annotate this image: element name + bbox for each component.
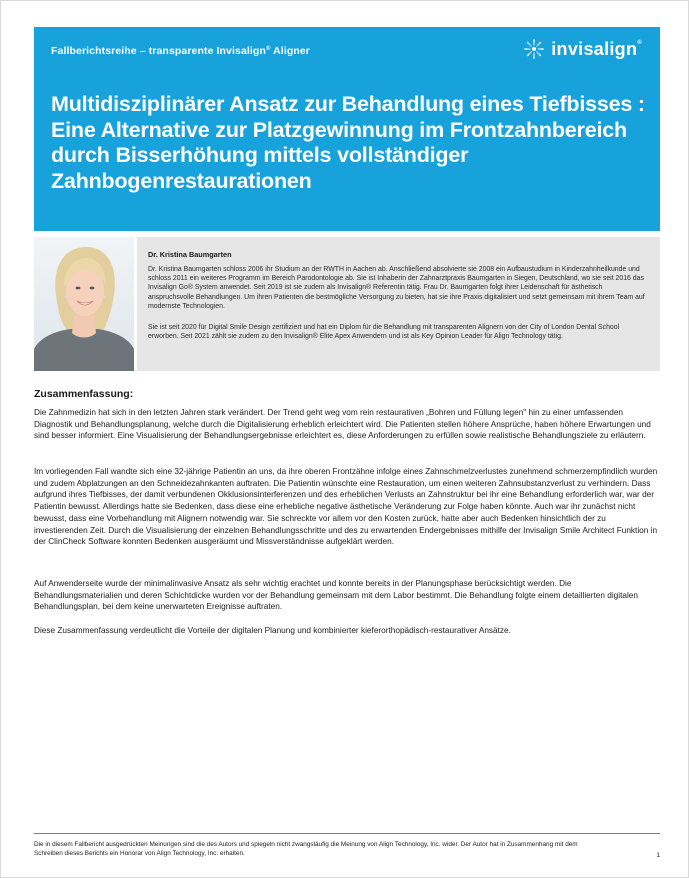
footer-divider xyxy=(34,833,660,834)
summary-paragraph: Diese Zusammenfassung verdeutlicht die Vorteile der digitalen Planung und kombinierter kieferorthopädisch-restaurativer Ansätze. xyxy=(34,626,511,635)
brand-logo xyxy=(523,38,642,60)
summary-paragraph: Im vorliegenden Fall wandte sich eine 32-jährige Patientin an uns, da ihre oberen Frontzähne infolge eines Zahnschmelzverlustes zunehmend schmerzempfindlich wurden und zudem Abplatzungen an den Schneidezahnkanten auftraten. Die Patientin wünschte eine Restauration, um einen weiteren Zahnsubstanzverlust zu verhindern. Dass aufgrund ihres Tiefbisses, der damit verbundenen Okklusionsinterferenzen und des erheblichen Verlusts an Zahnstruktur bei ihr eine Behandlung erforderlich war, war der Patientin bewusst. Allerdings hatte sie Bedenken, dass diese eine erhebliche negative ästhetische Veränderung zur Folge haben könnte. Auch war ihr zunächst nicht bewusst, dass eine Vorbehandlung mit Alignern notwendig war. Sie schreckte vor allem vor den Kosten zurück, hatte aber auch Bedenken hinsichtlich der zu investierenden Zeit. Durch die Visualisierung der einzelnen Behandlungsschritte und des zu erwartenden Endergebnisses mithilfe der Invisalign Smile Architect Funktion in der ClinCheck Software konnten Bedenken ausgeräumt und Missverständnisse aufgeklärt werden. xyxy=(34,467,658,547)
series-label: Fallberichtsreihe – transparente Invisalign® Aligner xyxy=(51,45,310,57)
summary-paragraph: Die Zahnmedizin hat sich in den letzten Jahren stark verändert. Der Trend geht weg vom rein restaurativen „Bohren und Füllung legen" hin zu einer umfassenden Diagnostik und Behandlungsplanung, welche durch die Digitalisierung erheblich erleichtert wird. Die Patienten stellen höhere Ansprüche, haben höhere Erwartungen und sind besser informiert. Eine Visualisierung der Behandlungsergebnisse erleichtert es, diese Anforderungen zu erfüllen sowie realistische Behandlungsziele zu erläutern. xyxy=(34,408,651,441)
author-bio-paragraph: Sie ist seit 2020 für Digital Smile Design zertifiziert und hat ein Diplom für die Behandlung mit transparenten Alignern von der City of London Dental School erworben. Seit 2021 zählt sie zudem zu den Invisalign® Elite Apex Anwendern und ist als Key Opinion Leader für Align Technology tätig. xyxy=(148,324,620,341)
footer-disclaimer: Die in diesem Fallbericht ausgedrückten Meinungen sind die des Autors und spiegeln nicht zwangsläufig die Meinung von Align Technology, Inc. wider. Der Autor hat in Zusammenhang mit dem Schreiben dieses Berichts ein Honorar von Align Technology, Inc. erhalten. xyxy=(34,841,578,857)
author-portrait xyxy=(34,237,134,371)
page-number: 1 xyxy=(656,852,660,859)
summary-heading: Zusammenfassung: xyxy=(34,388,134,400)
author-bio-box xyxy=(137,237,660,371)
starburst-logo-icon xyxy=(523,38,545,60)
brand-name: invisalign® xyxy=(551,38,642,59)
author-bio-paragraph: Dr. Kristina Baumgarten schloss 2006 ihr Studium an der RWTH in Aachen ab. Anschließend absolvierte sie 2008 ein Aufbaustudium in Kinderzahnheilkunde und schloss 2011 ein weiteres Programm im Bereich Parodontologie ab. Sie ist Inhaberin der Zahnarztpraxis Baumgarten in Siegen, Deutschland, wo sie seit 2016 das Invisalign Go® System anwendet. Seit 2019 ist sie zudem als Invisalign® Referentin tätig. Frau Dr. Baumgarten folgt ihrer Leidenschaft für ästhetisch anspruchsvolle Behandlungen. Um ihren Patienten die bestmögliche Versorgung zu bieten, hat sie ihre Praxis digitalisiert und setzt gemeinsam mit ihrem Team auf modernste Technologien. xyxy=(148,266,645,310)
header-band xyxy=(34,27,660,231)
author-name: Dr. Kristina Baumgarten xyxy=(148,250,232,259)
page-title: Multidisziplinärer Ansatz zur Behandlung eines Tiefbisses : Eine Alternative zur Platzgewinnung im Frontzahnbereich durch Bisserhöhung mittels vollständiger Zahnbogenrestaurationen xyxy=(51,92,645,193)
summary-paragraph: Auf Anwenderseite wurde der minimalinvasive Ansatz als sehr wichtig erachtet und konnte bereits in der Planungsphase berücksichtigt werden. Die Behandlungsmaterialien und deren Schichtdicke wurden vor der Behandlung gemeinsam mit dem Labor bestimmt. Die Behandlung folgte einem detaillierten digitalen Behandlungsplan, bei dem keine unerwarteten Ereignisse auftraten. xyxy=(34,579,638,612)
author-photo xyxy=(34,237,134,371)
